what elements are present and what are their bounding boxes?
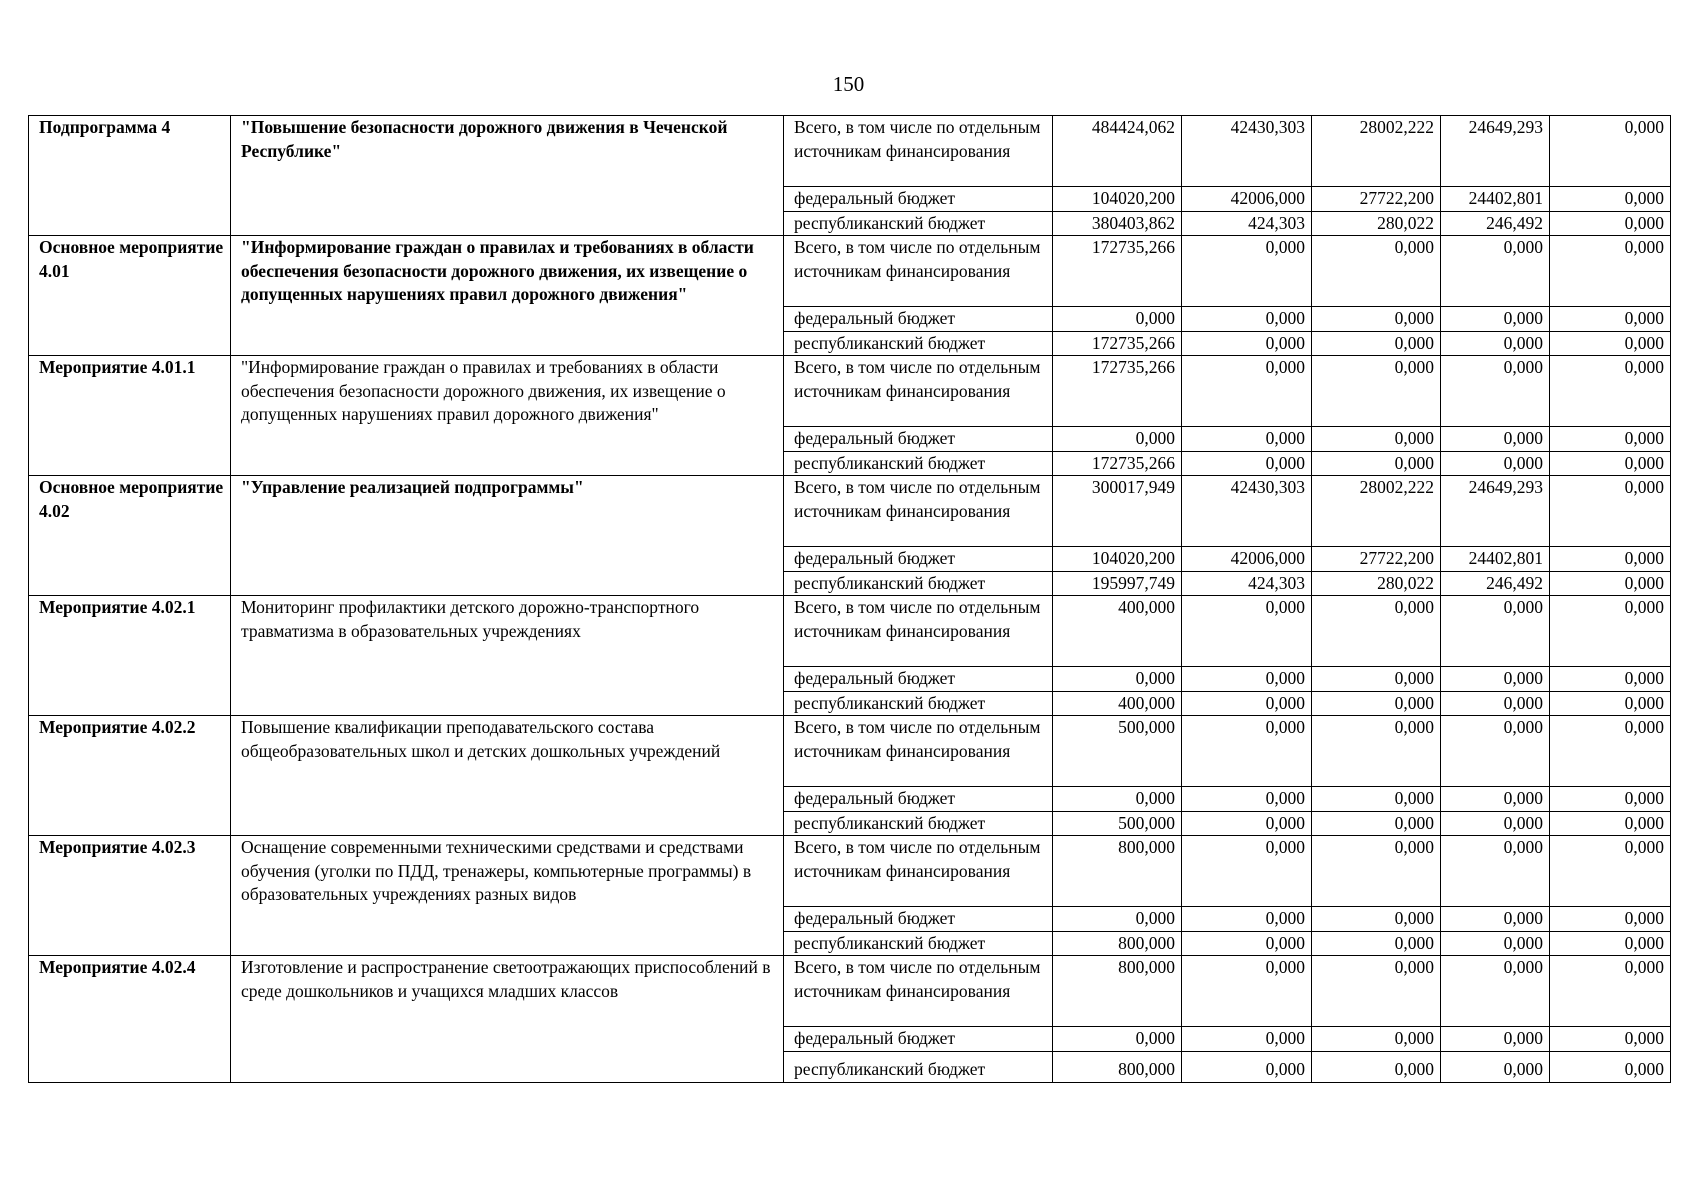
amount-cell: 104020,200 xyxy=(1053,187,1182,212)
amount-cell: 24402,801 xyxy=(1441,547,1550,572)
amount-cell: 0,000 xyxy=(1550,571,1671,596)
amount-cell: 500,000 xyxy=(1053,811,1182,836)
program-title: Изготовление и распространение светоотражающих приспособлений в среде дошкольников и учащихся младших классов xyxy=(231,956,784,1083)
amount-cell: 0,000 xyxy=(1182,787,1312,812)
amount-cell: 0,000 xyxy=(1182,427,1312,452)
amount-cell: 0,000 xyxy=(1312,811,1441,836)
program-code: Мероприятие 4.02.3 xyxy=(29,836,231,956)
funding-source: Всего, в том числе по отдельным источникам финансирования xyxy=(784,956,1053,1027)
amount-cell: 0,000 xyxy=(1550,451,1671,476)
amount-cell: 24649,293 xyxy=(1441,476,1550,547)
amount-cell: 280,022 xyxy=(1312,211,1441,236)
amount-cell: 0,000 xyxy=(1550,691,1671,716)
amount-cell: 0,000 xyxy=(1312,1051,1441,1082)
funding-source: республиканский бюджет xyxy=(784,1051,1053,1082)
amount-cell: 0,000 xyxy=(1550,331,1671,356)
amount-cell: 0,000 xyxy=(1312,716,1441,787)
amount-cell: 0,000 xyxy=(1312,307,1441,332)
amount-cell: 0,000 xyxy=(1441,931,1550,956)
funding-source: республиканский бюджет xyxy=(784,931,1053,956)
amount-cell: 42430,303 xyxy=(1182,476,1312,547)
amount-cell: 195997,749 xyxy=(1053,571,1182,596)
amount-cell: 0,000 xyxy=(1182,931,1312,956)
amount-cell: 0,000 xyxy=(1550,787,1671,812)
amount-cell: 42006,000 xyxy=(1182,187,1312,212)
amount-cell: 484424,062 xyxy=(1053,116,1182,187)
amount-cell: 0,000 xyxy=(1441,427,1550,452)
amount-cell: 400,000 xyxy=(1053,691,1182,716)
amount-cell: 0,000 xyxy=(1550,836,1671,907)
amount-cell: 0,000 xyxy=(1441,451,1550,476)
amount-cell: 800,000 xyxy=(1053,931,1182,956)
amount-cell: 800,000 xyxy=(1053,1051,1182,1082)
amount-cell: 0,000 xyxy=(1312,356,1441,427)
funding-source: Всего, в том числе по отдельным источникам финансирования xyxy=(784,356,1053,427)
table-row xyxy=(29,356,1671,427)
amount-cell: 300017,949 xyxy=(1053,476,1182,547)
amount-cell: 0,000 xyxy=(1550,811,1671,836)
funding-source: Всего, в том числе по отдельным источникам финансирования xyxy=(784,596,1053,667)
amount-cell: 0,000 xyxy=(1441,1027,1550,1052)
amount-cell: 0,000 xyxy=(1550,211,1671,236)
amount-cell: 400,000 xyxy=(1053,596,1182,667)
amount-cell: 172735,266 xyxy=(1053,356,1182,427)
amount-cell: 0,000 xyxy=(1441,787,1550,812)
amount-cell: 42006,000 xyxy=(1182,547,1312,572)
program-title: "Управление реализацией подпрограммы" xyxy=(231,476,784,596)
table-row xyxy=(29,596,1671,667)
funding-source: республиканский бюджет xyxy=(784,811,1053,836)
amount-cell: 0,000 xyxy=(1312,596,1441,667)
amount-cell: 0,000 xyxy=(1441,236,1550,307)
funding-source: республиканский бюджет xyxy=(784,211,1053,236)
funding-source: федеральный бюджет xyxy=(784,307,1053,332)
amount-cell: 0,000 xyxy=(1182,356,1312,427)
amount-cell: 172735,266 xyxy=(1053,236,1182,307)
amount-cell: 0,000 xyxy=(1550,956,1671,1027)
program-code: Мероприятие 4.02.2 xyxy=(29,716,231,836)
funding-source: Всего, в том числе по отдельным источникам финансирования xyxy=(784,476,1053,547)
program-code: Мероприятие 4.02.1 xyxy=(29,596,231,716)
table-row xyxy=(29,476,1671,547)
amount-cell: 0,000 xyxy=(1182,716,1312,787)
funding-source: федеральный бюджет xyxy=(784,187,1053,212)
amount-cell: 0,000 xyxy=(1182,307,1312,332)
amount-cell: 0,000 xyxy=(1441,667,1550,692)
amount-cell: 27722,200 xyxy=(1312,187,1441,212)
amount-cell: 424,303 xyxy=(1182,211,1312,236)
amount-cell: 0,000 xyxy=(1182,907,1312,932)
amount-cell: 380403,862 xyxy=(1053,211,1182,236)
amount-cell: 0,000 xyxy=(1550,307,1671,332)
funding-source: Всего, в том числе по отдельным источникам финансирования xyxy=(784,836,1053,907)
funding-source: республиканский бюджет xyxy=(784,571,1053,596)
amount-cell: 0,000 xyxy=(1550,476,1671,547)
table-row xyxy=(29,236,1671,307)
amount-cell: 0,000 xyxy=(1441,331,1550,356)
amount-cell: 0,000 xyxy=(1312,1027,1441,1052)
program-code: Мероприятие 4.01.1 xyxy=(29,356,231,476)
amount-cell: 0,000 xyxy=(1182,811,1312,836)
amount-cell: 0,000 xyxy=(1441,1051,1550,1082)
funding-source: республиканский бюджет xyxy=(784,691,1053,716)
amount-cell: 24649,293 xyxy=(1441,116,1550,187)
amount-cell: 0,000 xyxy=(1441,907,1550,932)
amount-cell: 0,000 xyxy=(1312,451,1441,476)
amount-cell: 0,000 xyxy=(1053,787,1182,812)
amount-cell: 0,000 xyxy=(1312,836,1441,907)
amount-cell: 24402,801 xyxy=(1441,187,1550,212)
amount-cell: 0,000 xyxy=(1550,667,1671,692)
funding-source: федеральный бюджет xyxy=(784,1027,1053,1052)
amount-cell: 0,000 xyxy=(1312,331,1441,356)
amount-cell: 0,000 xyxy=(1312,907,1441,932)
amount-cell: 0,000 xyxy=(1441,596,1550,667)
program-code: Основное мероприятие 4.01 xyxy=(29,236,231,356)
amount-cell: 0,000 xyxy=(1550,236,1671,307)
amount-cell: 0,000 xyxy=(1312,236,1441,307)
amount-cell: 424,303 xyxy=(1182,571,1312,596)
program-code: Подпрограмма 4 xyxy=(29,116,231,236)
amount-cell: 500,000 xyxy=(1053,716,1182,787)
amount-cell: 0,000 xyxy=(1550,907,1671,932)
program-title: Оснащение современными техническими средствами и средствами обучения (уголки по ПДД, тренажеры, компьютерные программы) в образовательных учреждениях разных видов xyxy=(231,836,784,956)
table-row xyxy=(29,116,1671,187)
funding-source: Всего, в том числе по отдельным источникам финансирования xyxy=(784,716,1053,787)
program-code: Мероприятие 4.02.4 xyxy=(29,956,231,1083)
table-row xyxy=(29,836,1671,907)
amount-cell: 246,492 xyxy=(1441,211,1550,236)
amount-cell: 0,000 xyxy=(1182,691,1312,716)
funding-source: федеральный бюджет xyxy=(784,667,1053,692)
table-row xyxy=(29,716,1671,787)
amount-cell: 0,000 xyxy=(1441,691,1550,716)
amount-cell: 0,000 xyxy=(1182,667,1312,692)
funding-source: республиканский бюджет xyxy=(784,331,1053,356)
amount-cell: 0,000 xyxy=(1441,716,1550,787)
page-number: 150 xyxy=(832,72,865,96)
funding-source: федеральный бюджет xyxy=(784,787,1053,812)
amount-cell: 0,000 xyxy=(1053,667,1182,692)
amount-cell: 0,000 xyxy=(1182,836,1312,907)
program-title: Повышение квалификации преподавательского состава общеобразовательных школ и детских дошкольных учреждений xyxy=(231,716,784,836)
amount-cell: 0,000 xyxy=(1550,1027,1671,1052)
amount-cell: 0,000 xyxy=(1053,427,1182,452)
funding-source: федеральный бюджет xyxy=(784,907,1053,932)
amount-cell: 280,022 xyxy=(1312,571,1441,596)
program-code: Основное мероприятие 4.02 xyxy=(29,476,231,596)
program-title: "Информирование граждан о правилах и требованиях в области обеспечения безопасности дорожного движения, их извещение о допущенных нарушениях правил дорожного движения" xyxy=(231,236,784,356)
amount-cell: 0,000 xyxy=(1182,956,1312,1027)
program-title: "Информирование граждан о правилах и требованиях в области обеспечения безопасности дорожного движения, их извещение о допущенных нарушениях правил дорожного движения" xyxy=(231,356,784,476)
amount-cell: 0,000 xyxy=(1441,956,1550,1027)
amount-cell: 42430,303 xyxy=(1182,116,1312,187)
amount-cell: 0,000 xyxy=(1441,811,1550,836)
amount-cell: 0,000 xyxy=(1053,1027,1182,1052)
amount-cell: 104020,200 xyxy=(1053,547,1182,572)
amount-cell: 0,000 xyxy=(1053,907,1182,932)
amount-cell: 28002,222 xyxy=(1312,476,1441,547)
amount-cell: 800,000 xyxy=(1053,836,1182,907)
amount-cell: 0,000 xyxy=(1550,931,1671,956)
amount-cell: 0,000 xyxy=(1441,356,1550,427)
funding-source: республиканский бюджет xyxy=(784,451,1053,476)
amount-cell: 0,000 xyxy=(1182,236,1312,307)
amount-cell: 0,000 xyxy=(1441,307,1550,332)
amount-cell: 246,492 xyxy=(1441,571,1550,596)
amount-cell: 0,000 xyxy=(1182,1051,1312,1082)
table-row xyxy=(29,956,1671,1027)
funding-source: федеральный бюджет xyxy=(784,547,1053,572)
amount-cell: 172735,266 xyxy=(1053,451,1182,476)
amount-cell: 0,000 xyxy=(1550,356,1671,427)
amount-cell: 0,000 xyxy=(1312,667,1441,692)
amount-cell: 0,000 xyxy=(1550,427,1671,452)
amount-cell: 800,000 xyxy=(1053,956,1182,1027)
amount-cell: 28002,222 xyxy=(1312,116,1441,187)
amount-cell: 0,000 xyxy=(1182,331,1312,356)
amount-cell: 0,000 xyxy=(1550,187,1671,212)
amount-cell: 0,000 xyxy=(1312,787,1441,812)
program-title: Мониторинг профилактики детского дорожно-транспортного травматизма в образовательных учреждениях xyxy=(231,596,784,716)
amount-cell: 0,000 xyxy=(1182,596,1312,667)
amount-cell: 0,000 xyxy=(1550,547,1671,572)
amount-cell: 0,000 xyxy=(1312,691,1441,716)
amount-cell: 0,000 xyxy=(1312,956,1441,1027)
amount-cell: 0,000 xyxy=(1550,716,1671,787)
funding-table xyxy=(28,115,1671,1083)
funding-source: Всего, в том числе по отдельным источникам финансирования xyxy=(784,116,1053,187)
amount-cell: 0,000 xyxy=(1312,427,1441,452)
amount-cell: 0,000 xyxy=(1550,1051,1671,1082)
funding-source: федеральный бюджет xyxy=(784,427,1053,452)
amount-cell: 0,000 xyxy=(1550,116,1671,187)
amount-cell: 0,000 xyxy=(1550,596,1671,667)
amount-cell: 0,000 xyxy=(1182,451,1312,476)
amount-cell: 0,000 xyxy=(1182,1027,1312,1052)
amount-cell: 0,000 xyxy=(1441,836,1550,907)
amount-cell: 0,000 xyxy=(1312,931,1441,956)
amount-cell: 172735,266 xyxy=(1053,331,1182,356)
amount-cell: 0,000 xyxy=(1053,307,1182,332)
funding-source: Всего, в том числе по отдельным источникам финансирования xyxy=(784,236,1053,307)
amount-cell: 27722,200 xyxy=(1312,547,1441,572)
program-title: "Повышение безопасности дорожного движения в Чеченской Республике" xyxy=(231,116,784,236)
